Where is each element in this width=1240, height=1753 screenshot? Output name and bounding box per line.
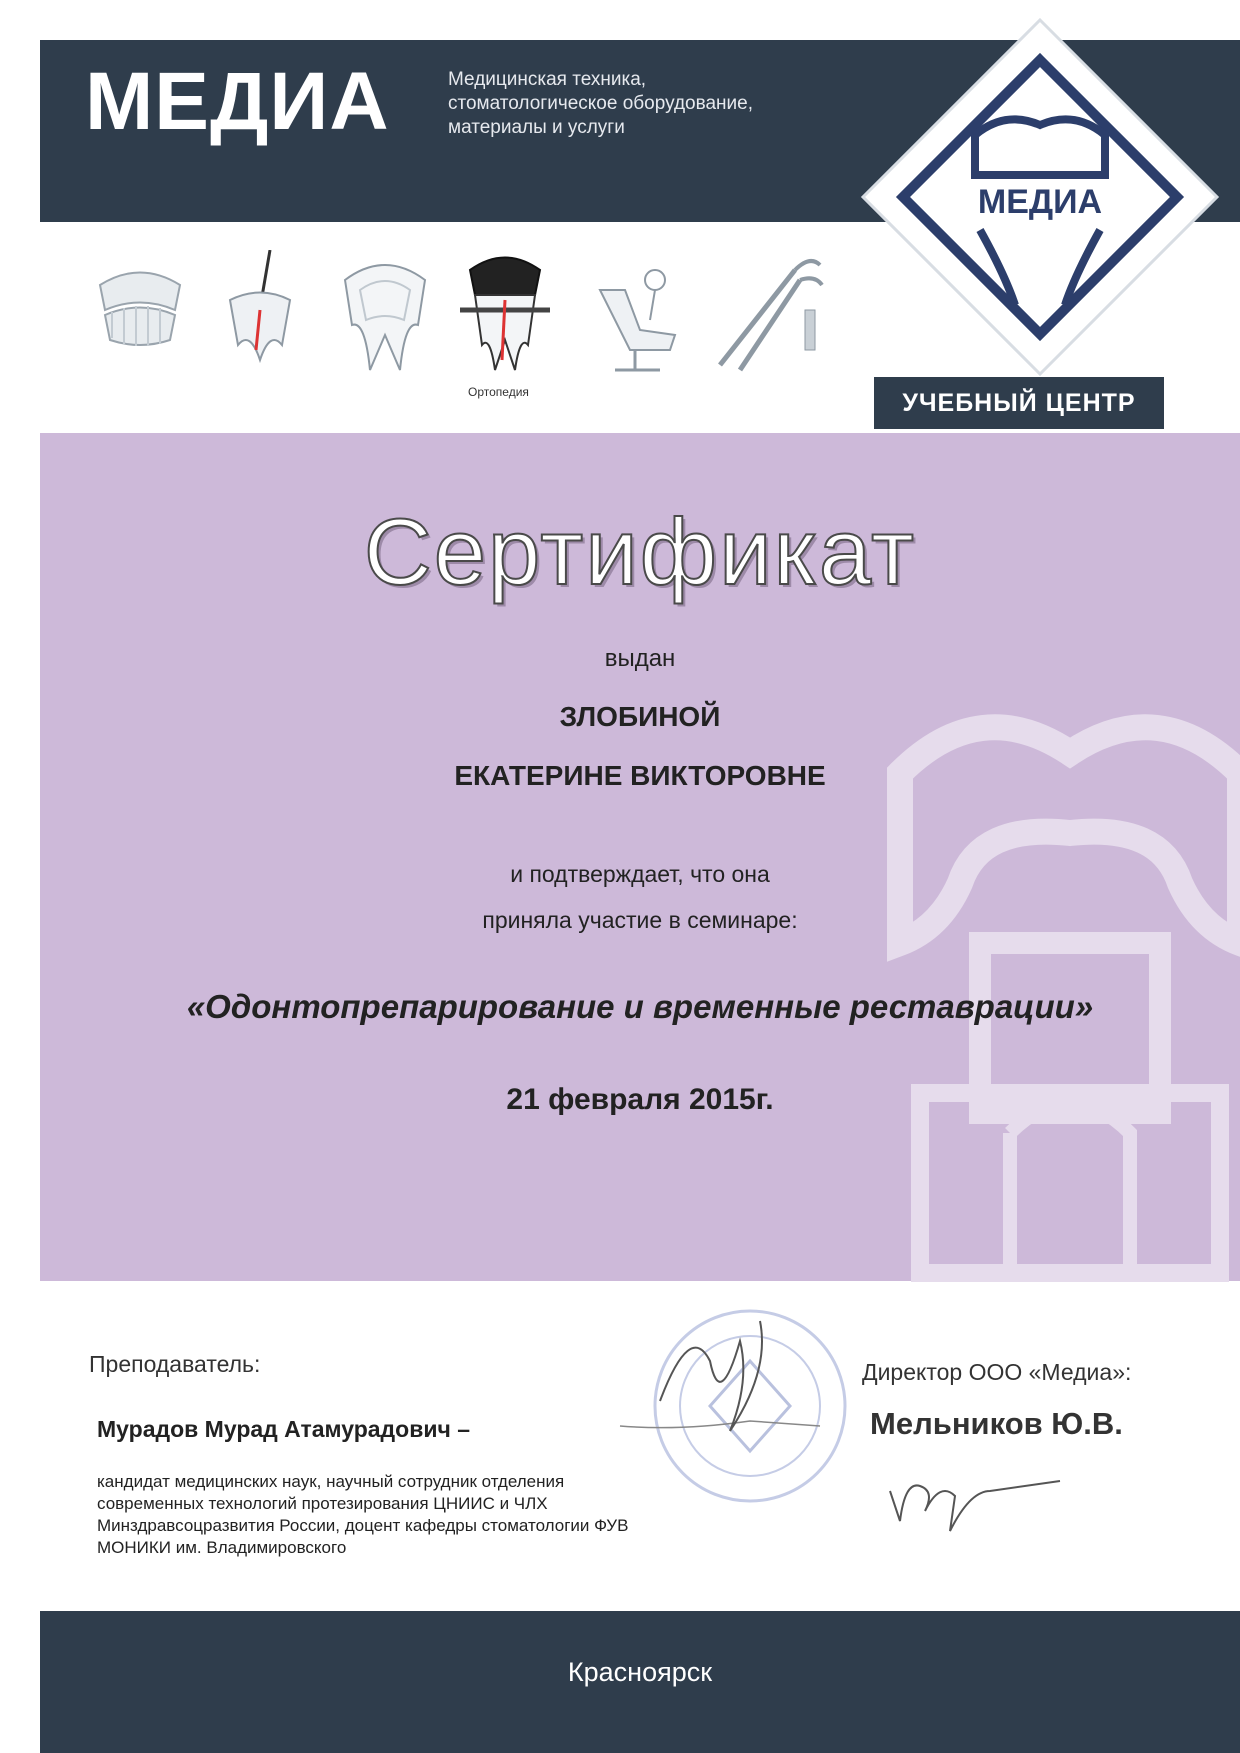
teacher-label: Преподаватель: [89,1351,261,1377]
signature-area [0,1281,1240,1611]
logo-text: МЕДИА [977,183,1103,221]
media-diamond-logo [855,15,1225,385]
brand-logo: МЕДИА [85,56,390,147]
dental-icons-strip [70,250,850,420]
issued-label: выдан [604,645,676,672]
recipient-surname: ЗЛОБИНОЙ [559,701,721,732]
tooth-icon [330,250,440,380]
city-label: Красноярск [567,1657,713,1687]
seminar-date: 21 февраля 2015г. [506,1083,774,1116]
director-label: Директор ООО «Медиа»: [862,1359,1132,1385]
seminar-title: «Одонтопрепарирование и временные реставрации» [186,988,1094,1025]
certificate-panel [40,433,1240,1281]
icon-caption: Ортопедия [468,385,529,399]
training-center-label: УЧЕБНЫЙ ЦЕНТР [874,377,1164,429]
confirm-line-2: приняла участие в семинаре: [482,907,798,933]
footer-band [40,1611,1240,1753]
confirm-line-1: и подтверждает, что она [510,861,770,887]
director-name: Мельников Ю.В. [870,1406,1123,1441]
director-signature [880,1451,1070,1541]
dental-chair-icon [580,250,690,380]
crown-icon [450,250,560,380]
implant-forceps-icon [710,250,820,380]
teacher-name: Мурадов Мурад Атамурадович – [97,1416,471,1442]
brand-tagline: Медицинская техника, стоматологическое оборудование, материалы и услуги [448,69,754,138]
certificate-title: Сертификат [363,499,917,604]
teacher-credentials: кандидат медицинских наук, научный сотрудник отделения современных технологий протезирования ЦНИИС и ЧЛХ Минздравсоцразвития России, доцент кафедры стоматологии ФУВ МОНИКИ им. Владимировского [97,1472,629,1557]
dentures-icon [90,250,200,380]
recipient-name: ЕКАТЕРИНЕ ВИКТОРОВНЕ [454,760,826,791]
root-canal-tool-icon [210,250,320,380]
